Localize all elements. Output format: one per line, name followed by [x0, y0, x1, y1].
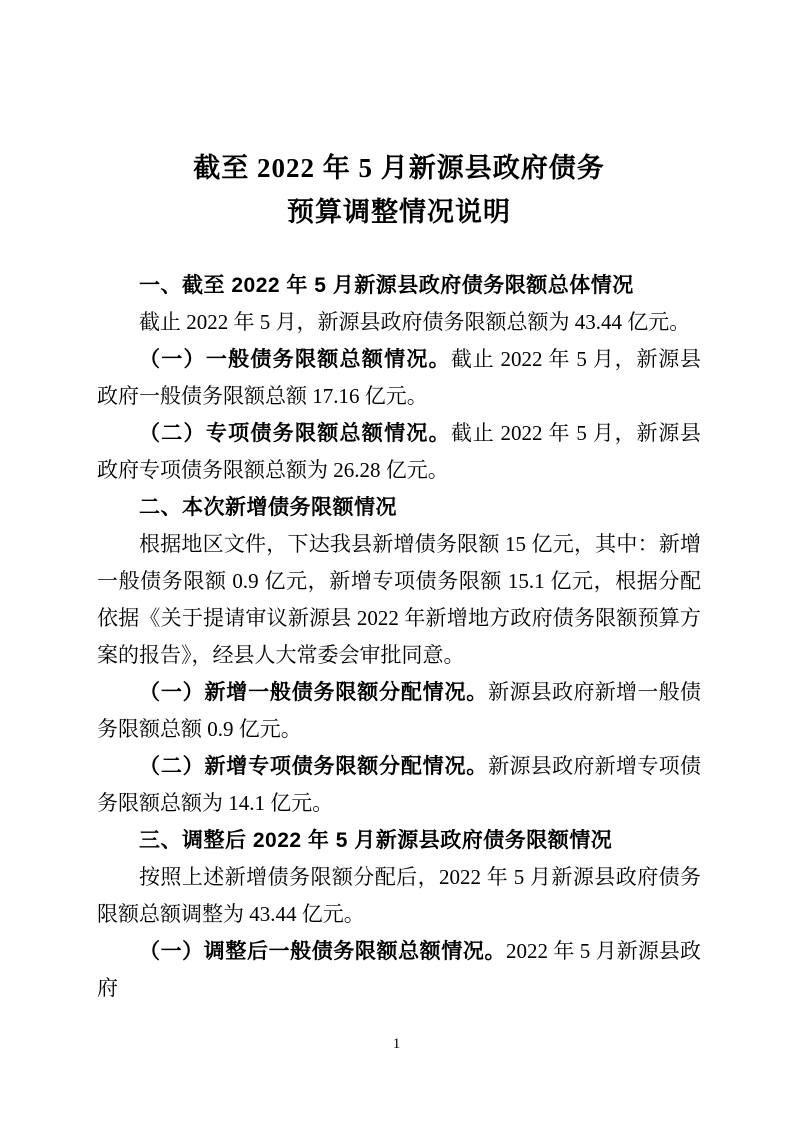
- sub-paragraph-lead: （二）新增专项债务限额分配情况。: [139, 754, 489, 778]
- section-heading-2: 二、本次新增债务限额情况: [139, 496, 397, 519]
- sub-paragraph: [97, 674, 701, 748]
- page-number: 1: [392, 1036, 401, 1052]
- sub-paragraph-text: 截止 2022 年 5 月，新源县政府一般债务限额总额 17.16 亿元。: [97, 347, 702, 408]
- sub-paragraph-lead: （二）专项债务限额总额情况。: [139, 421, 451, 445]
- sub-paragraph-text: 截止 2022 年 5 月，新源县政府专项债务限额总额为 26.28 亿元。: [97, 421, 702, 482]
- sub-paragraph-lead: （一）调整后一般债务限额总额情况。: [139, 939, 507, 963]
- sub-paragraph-text: 新源县政府新增一般债务限额总额 0.9 亿元。: [97, 680, 702, 741]
- section-heading-3: 三、调整后 2022 年 5 月新源县政府债务限额情况: [139, 829, 613, 852]
- sub-paragraph: [97, 341, 701, 415]
- section-heading-1: 一、截至 2022 年 5 月新源县政府债务限额总体情况: [139, 274, 634, 297]
- sub-paragraph-lead: （一）新增一般债务限额分配情况。: [139, 680, 489, 704]
- document-title-line-1: 截至 2022 年 5 月新源县政府债务: [193, 153, 605, 183]
- sub-paragraph-text: 2022 年 5 月新源县政府: [97, 939, 702, 1000]
- sub-paragraph: [97, 415, 701, 489]
- document-content: [97, 146, 701, 1007]
- sub-paragraph-lead: （一）一般债务限额总额情况。: [139, 347, 451, 371]
- body-paragraph: 按照上述新增债务限额分配后，2022 年 5 月新源县政府债务限额总额调整为 43.44 亿元。: [97, 865, 701, 926]
- body-paragraph: 截止 2022 年 5 月，新源县政府债务限额总额为 43.44 亿元。: [139, 310, 691, 334]
- sub-paragraph: [97, 748, 701, 822]
- sub-paragraph: [97, 933, 701, 1007]
- sub-paragraph-text: 新源县政府新增专项债务限额总额为 14.1 亿元。: [97, 754, 702, 815]
- document-title-line-2: 预算调整情况说明: [287, 197, 511, 227]
- body-paragraph: 根据地区文件，下达我县新增债务限额 15 亿元，其中：新增一般债务限额 0.9 亿元，新增专项债务限额 15.1 亿元，根据分配依据《关于提请审议新源县 2022 年新增地方政府债务限额预算方案的报告》，经县人大常委会审批同意。: [97, 532, 701, 667]
- document-title: [97, 146, 701, 234]
